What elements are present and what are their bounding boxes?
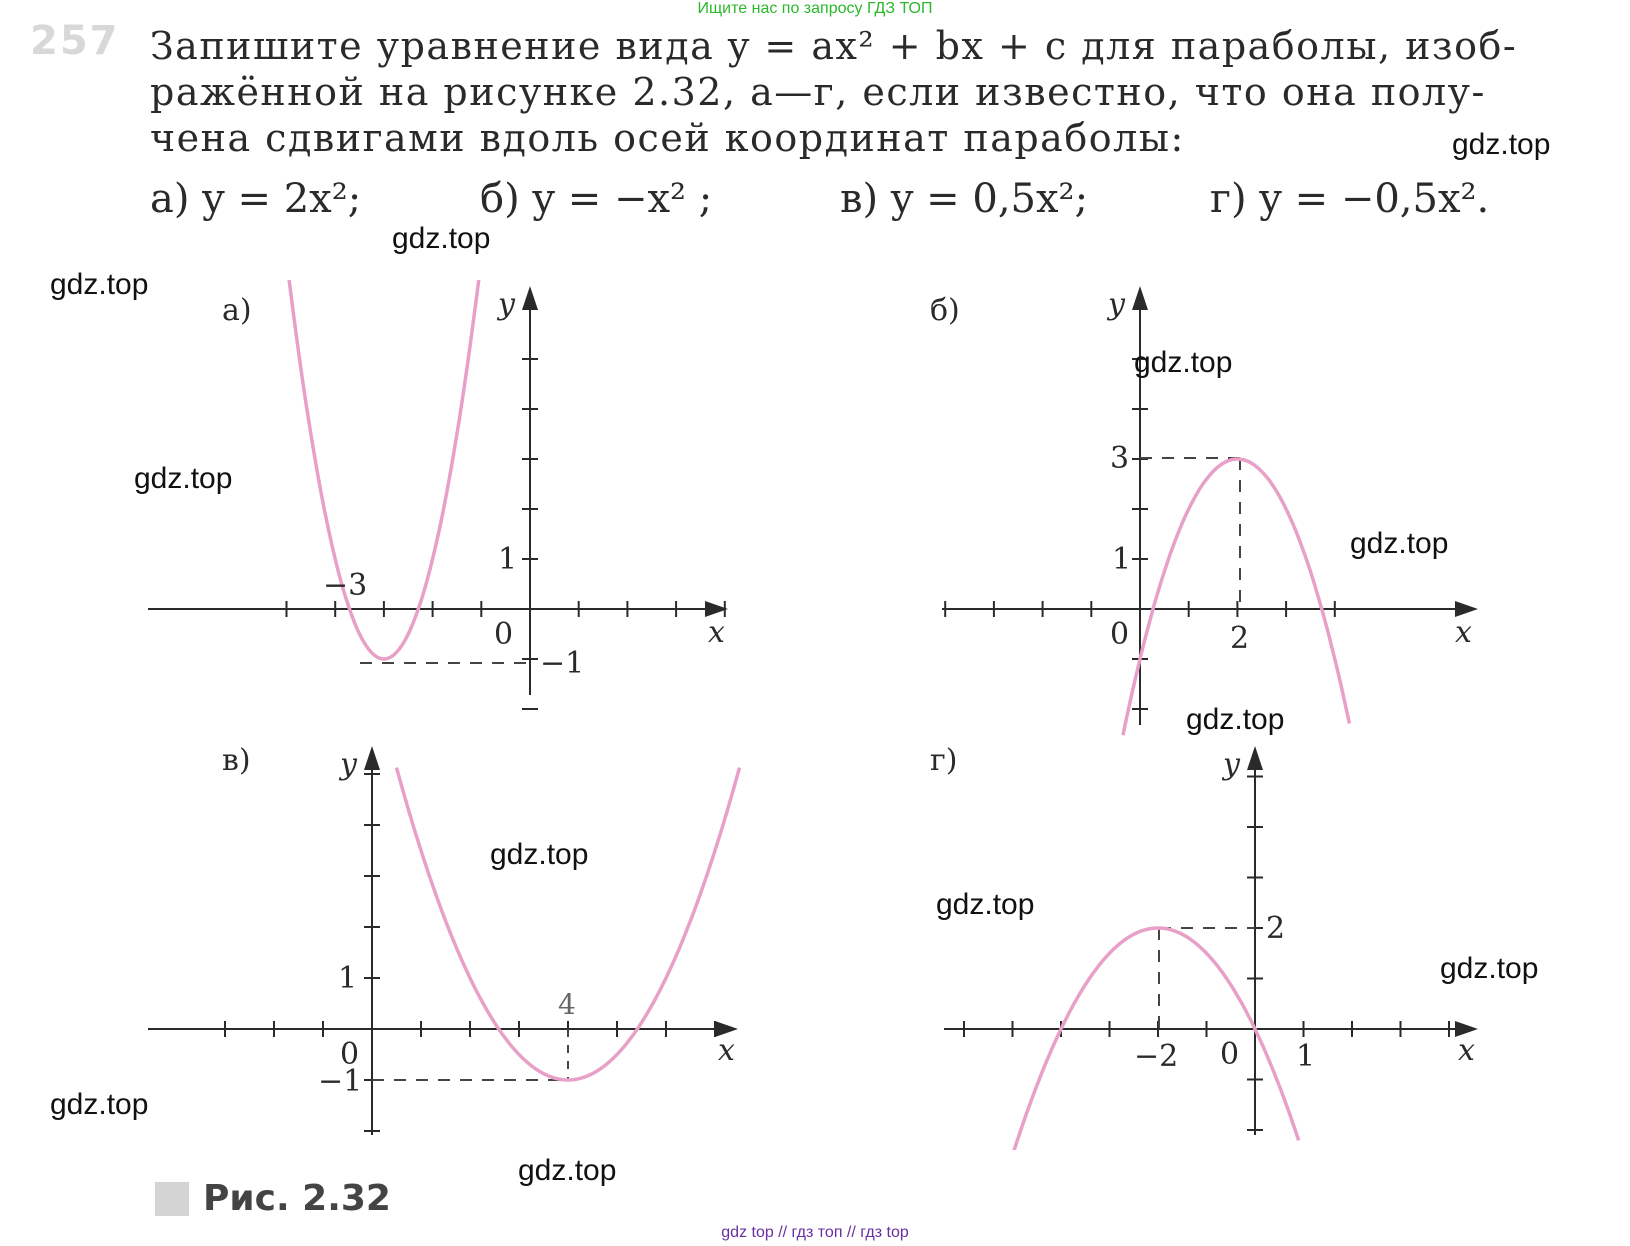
y-axis-arrow-a	[522, 286, 538, 310]
tick-label-vertex-x-a: −3	[323, 568, 368, 603]
axis-label-x-g: x	[1458, 1033, 1475, 1068]
axis-label-x-b: x	[1455, 615, 1472, 650]
option-b: б) y = −x² ;	[480, 176, 713, 222]
axis-label-x-v: x	[718, 1033, 735, 1068]
tick-label-vertex-x-g: −2	[1134, 1039, 1179, 1074]
watermark-4: gdz.top	[1134, 346, 1233, 379]
tick-label-vertex-x-v: 4	[558, 988, 576, 1021]
tick-label-origin-g: 0	[1220, 1037, 1240, 1072]
tick-label-one-b: 1	[1112, 542, 1132, 577]
watermark-8: gdz.top	[490, 838, 589, 871]
watermark-9: gdz.top	[936, 888, 1035, 921]
option-a: а) y = 2x²;	[150, 176, 362, 222]
tick-label-one-a: 1	[498, 542, 518, 577]
parabola-curve-b	[1123, 459, 1349, 735]
axis-label-y-a: y	[498, 287, 515, 322]
watermark-5: gdz.top	[134, 462, 233, 495]
options-row	[150, 176, 1550, 232]
graph-v	[140, 730, 760, 1150]
y-axis-arrow-g	[1247, 746, 1263, 770]
problem-text-line-1: Запишите уравнение вида y = ax² + bx + c для параболы, изоб-	[150, 24, 1518, 68]
tick-label-one-g: 1	[1296, 1039, 1316, 1074]
tick-label-one-v: 1	[338, 961, 358, 996]
watermark-10: gdz.top	[1440, 952, 1539, 985]
panel-label-g: г)	[930, 743, 958, 778]
axis-label-y-b: y	[1108, 287, 1125, 322]
tick-label-vertex-y-g: 2	[1266, 911, 1286, 946]
watermark-3: gdz.top	[50, 268, 149, 301]
option-g: г) y = −0,5x².	[1210, 176, 1490, 222]
axis-label-x-a: x	[708, 615, 725, 650]
problem-text-line-3: чена сдвигами вдоль осей координат параболы:	[150, 116, 1185, 160]
panel-label-a: а)	[222, 293, 252, 328]
axis-label-y-g: y	[1223, 747, 1240, 782]
parabola-curve-g	[930, 928, 1299, 1150]
tick-label-vertex-y-v: −1	[318, 1064, 363, 1099]
tick-label-origin-v: 0	[340, 1037, 360, 1072]
caption-marker	[155, 1182, 189, 1216]
problem-number: 257	[30, 18, 120, 64]
watermark-1: gdz.top	[1452, 128, 1551, 161]
tick-label-vertex-x-b: 2	[1230, 621, 1250, 656]
option-v: в) y = 0,5x²;	[840, 176, 1089, 222]
tick-label-origin-a: 0	[494, 617, 514, 652]
figure-caption	[155, 1178, 391, 1219]
header-banner: Ищите нас по запросу ГДЗ ТОП	[697, 0, 933, 17]
y-axis-arrow-b	[1132, 286, 1148, 310]
watermark-12: gdz.top	[518, 1154, 617, 1187]
problem-text-line-2: ражённой на рисунке 2.32, а—г, если известно, что она полу-	[150, 70, 1486, 114]
graph-a	[140, 280, 740, 720]
panel-label-b: б)	[930, 293, 960, 328]
graph-g	[930, 730, 1490, 1150]
axis-label-y-v: y	[340, 747, 357, 782]
watermark-2: gdz.top	[392, 222, 491, 255]
figure-caption-text: Рис. 2.32	[203, 1178, 391, 1219]
watermark-6: gdz.top	[1350, 527, 1449, 560]
tick-label-vertex-y-b: 3	[1110, 441, 1130, 476]
tick-label-vertex-y-a: −1	[540, 646, 585, 681]
tick-label-origin-b: 0	[1110, 617, 1130, 652]
watermark-11: gdz.top	[50, 1088, 149, 1121]
y-axis-arrow-v	[364, 746, 380, 770]
footer-text: gdz top // гдз топ // гдз top	[721, 1224, 909, 1241]
panel-label-v: в)	[222, 743, 251, 778]
watermark-7: gdz.top	[1186, 703, 1285, 736]
